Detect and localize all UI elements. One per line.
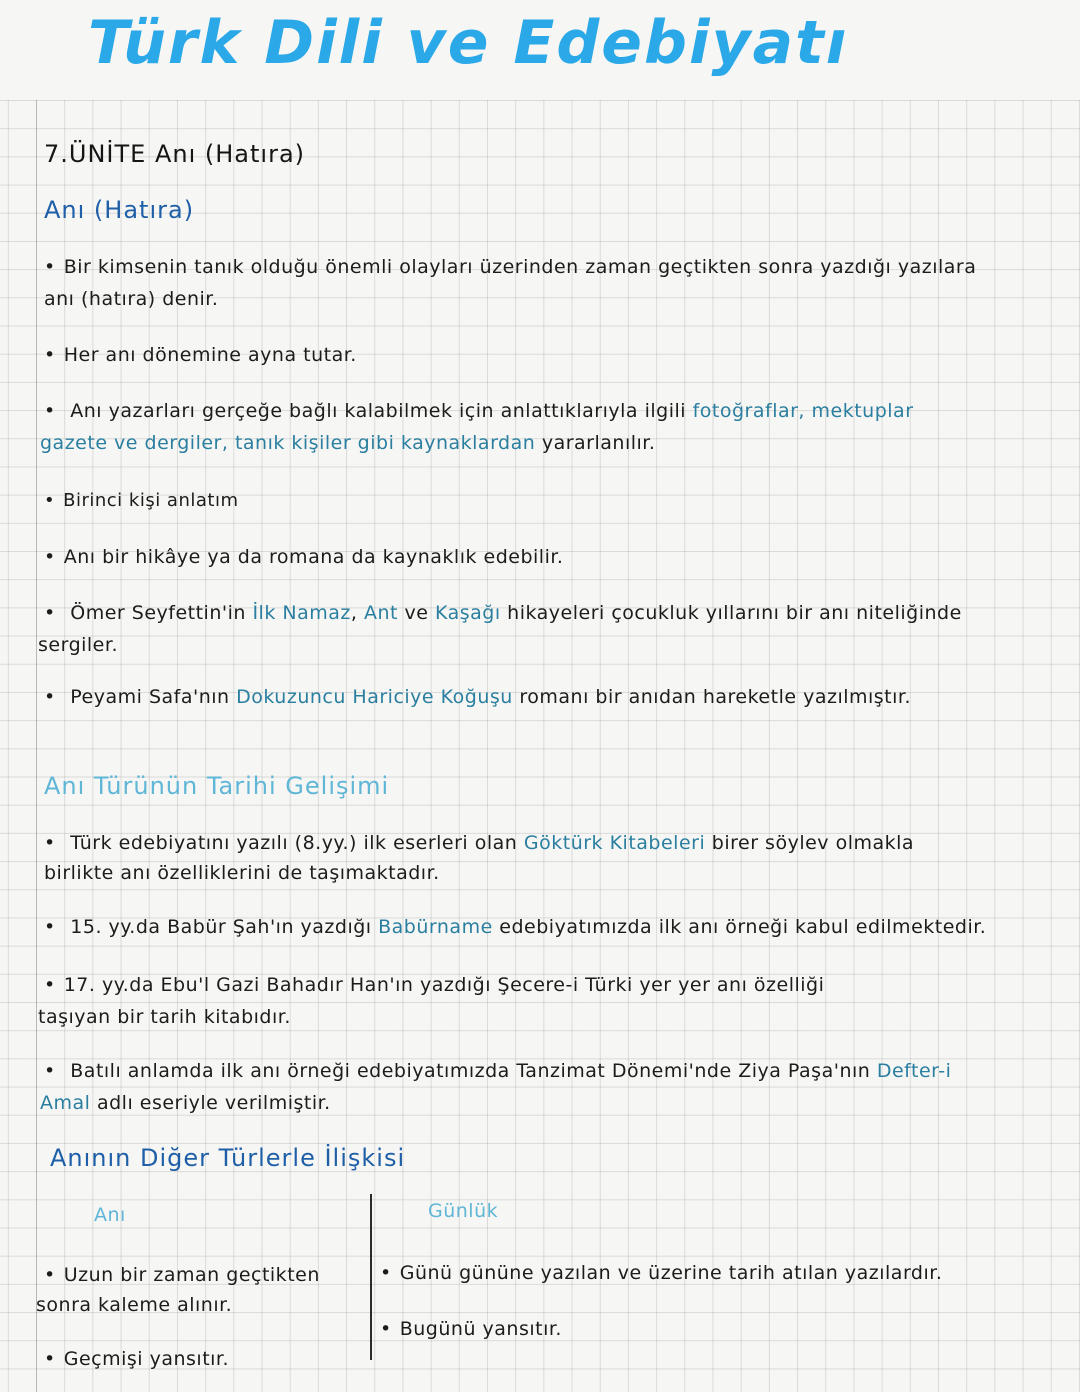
omer-seyfettin-line-2: sergiler. <box>38 634 118 656</box>
ziya-text-1: Batılı anlamda ilk anı örneği edebiyatımızda Tanzimat Dönemi'nde Ziya Paşa'nın <box>70 1060 877 1082</box>
peyami-text-1: Peyami Safa'nın <box>70 686 237 708</box>
omer-work-kasagi: Kaşağı <box>434 602 501 624</box>
ziya-text-2: adlı eseriyle verilmiştir. <box>90 1092 331 1114</box>
ani-compare-line-1: • Uzun bir zaman geçtikten <box>44 1264 320 1286</box>
ani-sources-highlight-1: fotoğraflar, mektuplar <box>692 400 914 422</box>
gunluk-compare-line-1: • Günü gününe yazılan ve üzerine tarih atılan yazılardır. <box>380 1262 942 1284</box>
gokturk-line-2: birlikte anı özelliklerini de taşımaktadır. <box>44 862 440 884</box>
ani-compare-line-3: • Geçmişi yansıtır. <box>44 1348 229 1370</box>
section-heading-ani: Anı (Hatıra) <box>44 196 195 224</box>
gokturk-text-2: birer söylev olmakla <box>705 832 915 854</box>
column-label-gunluk: Günlük <box>428 1200 499 1222</box>
ani-sources-highlight-2: gazete ve dergiler, tanık kişiler gibi kaynaklardan <box>40 432 536 454</box>
peyami-safa-line <box>44 686 911 708</box>
ziya-pasa-line-2 <box>40 1092 331 1114</box>
omer-text-4: hikayeleri çocukluk yıllarını bir anı niteliğinde <box>500 602 962 624</box>
ani-sources-line-1 <box>44 400 914 422</box>
peyami-text-2: romanı bir anıdan hareketle yazılmıştır. <box>512 686 912 708</box>
baburname-text-2: edebiyatımızda ilk anı örneği kabul edilmektedir. <box>492 916 987 938</box>
baburname-line <box>44 916 986 938</box>
ani-sources-line-2 <box>40 432 655 454</box>
gunluk-compare-line-2: • Bugünü yansıtır. <box>380 1318 562 1340</box>
secere-line-2: taşıyan bir tarih kitabıdır. <box>38 1006 291 1028</box>
page-title: Türk Dili ve Edebiyatı <box>88 8 849 78</box>
column-divider <box>370 1194 372 1360</box>
baburname-text-1: 15. yy.da Babür Şah'ın yazdığı <box>70 916 379 938</box>
ani-definition-line-2: anı (hatıra) denir. <box>44 288 219 310</box>
margin-line <box>36 100 37 1392</box>
section-heading-relation: Anının Diğer Türlerle İlişkisi <box>50 1144 406 1172</box>
ziya-pasa-line-1 <box>44 1060 951 1082</box>
ani-compare-line-2: sonra kaleme alınır. <box>36 1294 233 1316</box>
first-person-line: • Birinci kişi anlatım <box>44 490 239 511</box>
column-label-ani: Anı <box>94 1204 126 1226</box>
ani-sources-text-2: yararlanılır. <box>535 432 656 454</box>
omer-text-3: ve <box>397 602 435 624</box>
ani-mirror-line: • Her anı dönemine ayna tutar. <box>44 344 357 366</box>
ani-sources-text-1: Anı yazarları gerçeğe bağlı kalabilmek için anlattıklarıyla ilgili <box>70 400 693 422</box>
baburname-work: Babürname <box>378 916 493 938</box>
gokturk-text-1: Türk edebiyatını yazılı (8.yy.) ilk eserleri olan <box>70 832 524 854</box>
omer-seyfettin-line-1 <box>44 602 962 624</box>
ani-source-novel-line: • Anı bir hikâye ya da romana da kaynaklık edebilir. <box>44 546 563 568</box>
gokturk-line-1 <box>44 832 914 854</box>
section-heading-history: Anı Türünün Tarihi Gelişimi <box>44 772 390 800</box>
secere-line-1: • 17. yy.da Ebu'l Gazi Bahadır Han'ın yazdığı Şecere-i Türki yer yer anı özelliği <box>44 974 824 996</box>
omer-work-ant: Ant <box>363 602 398 624</box>
unit-title: 7.ÜNİTE Anı (Hatıra) <box>44 140 306 168</box>
peyami-work: Dokuzuncu Hariciye Koğuşu <box>236 686 513 708</box>
ziya-work-1: Defter-i <box>876 1060 952 1082</box>
omer-text-2: , <box>350 602 364 624</box>
ani-definition-line-1: • Bir kimsenin tanık olduğu önemli olayları üzerinden zaman geçtikten sonra yazdığı yazılara <box>44 256 976 278</box>
ziya-work-2: Amal <box>40 1092 91 1114</box>
omer-work-ilk-namaz: İlk Namaz <box>252 602 351 624</box>
gokturk-work: Göktürk Kitabeleri <box>523 832 706 854</box>
omer-text-1: Ömer Seyfettin'in <box>70 602 253 624</box>
